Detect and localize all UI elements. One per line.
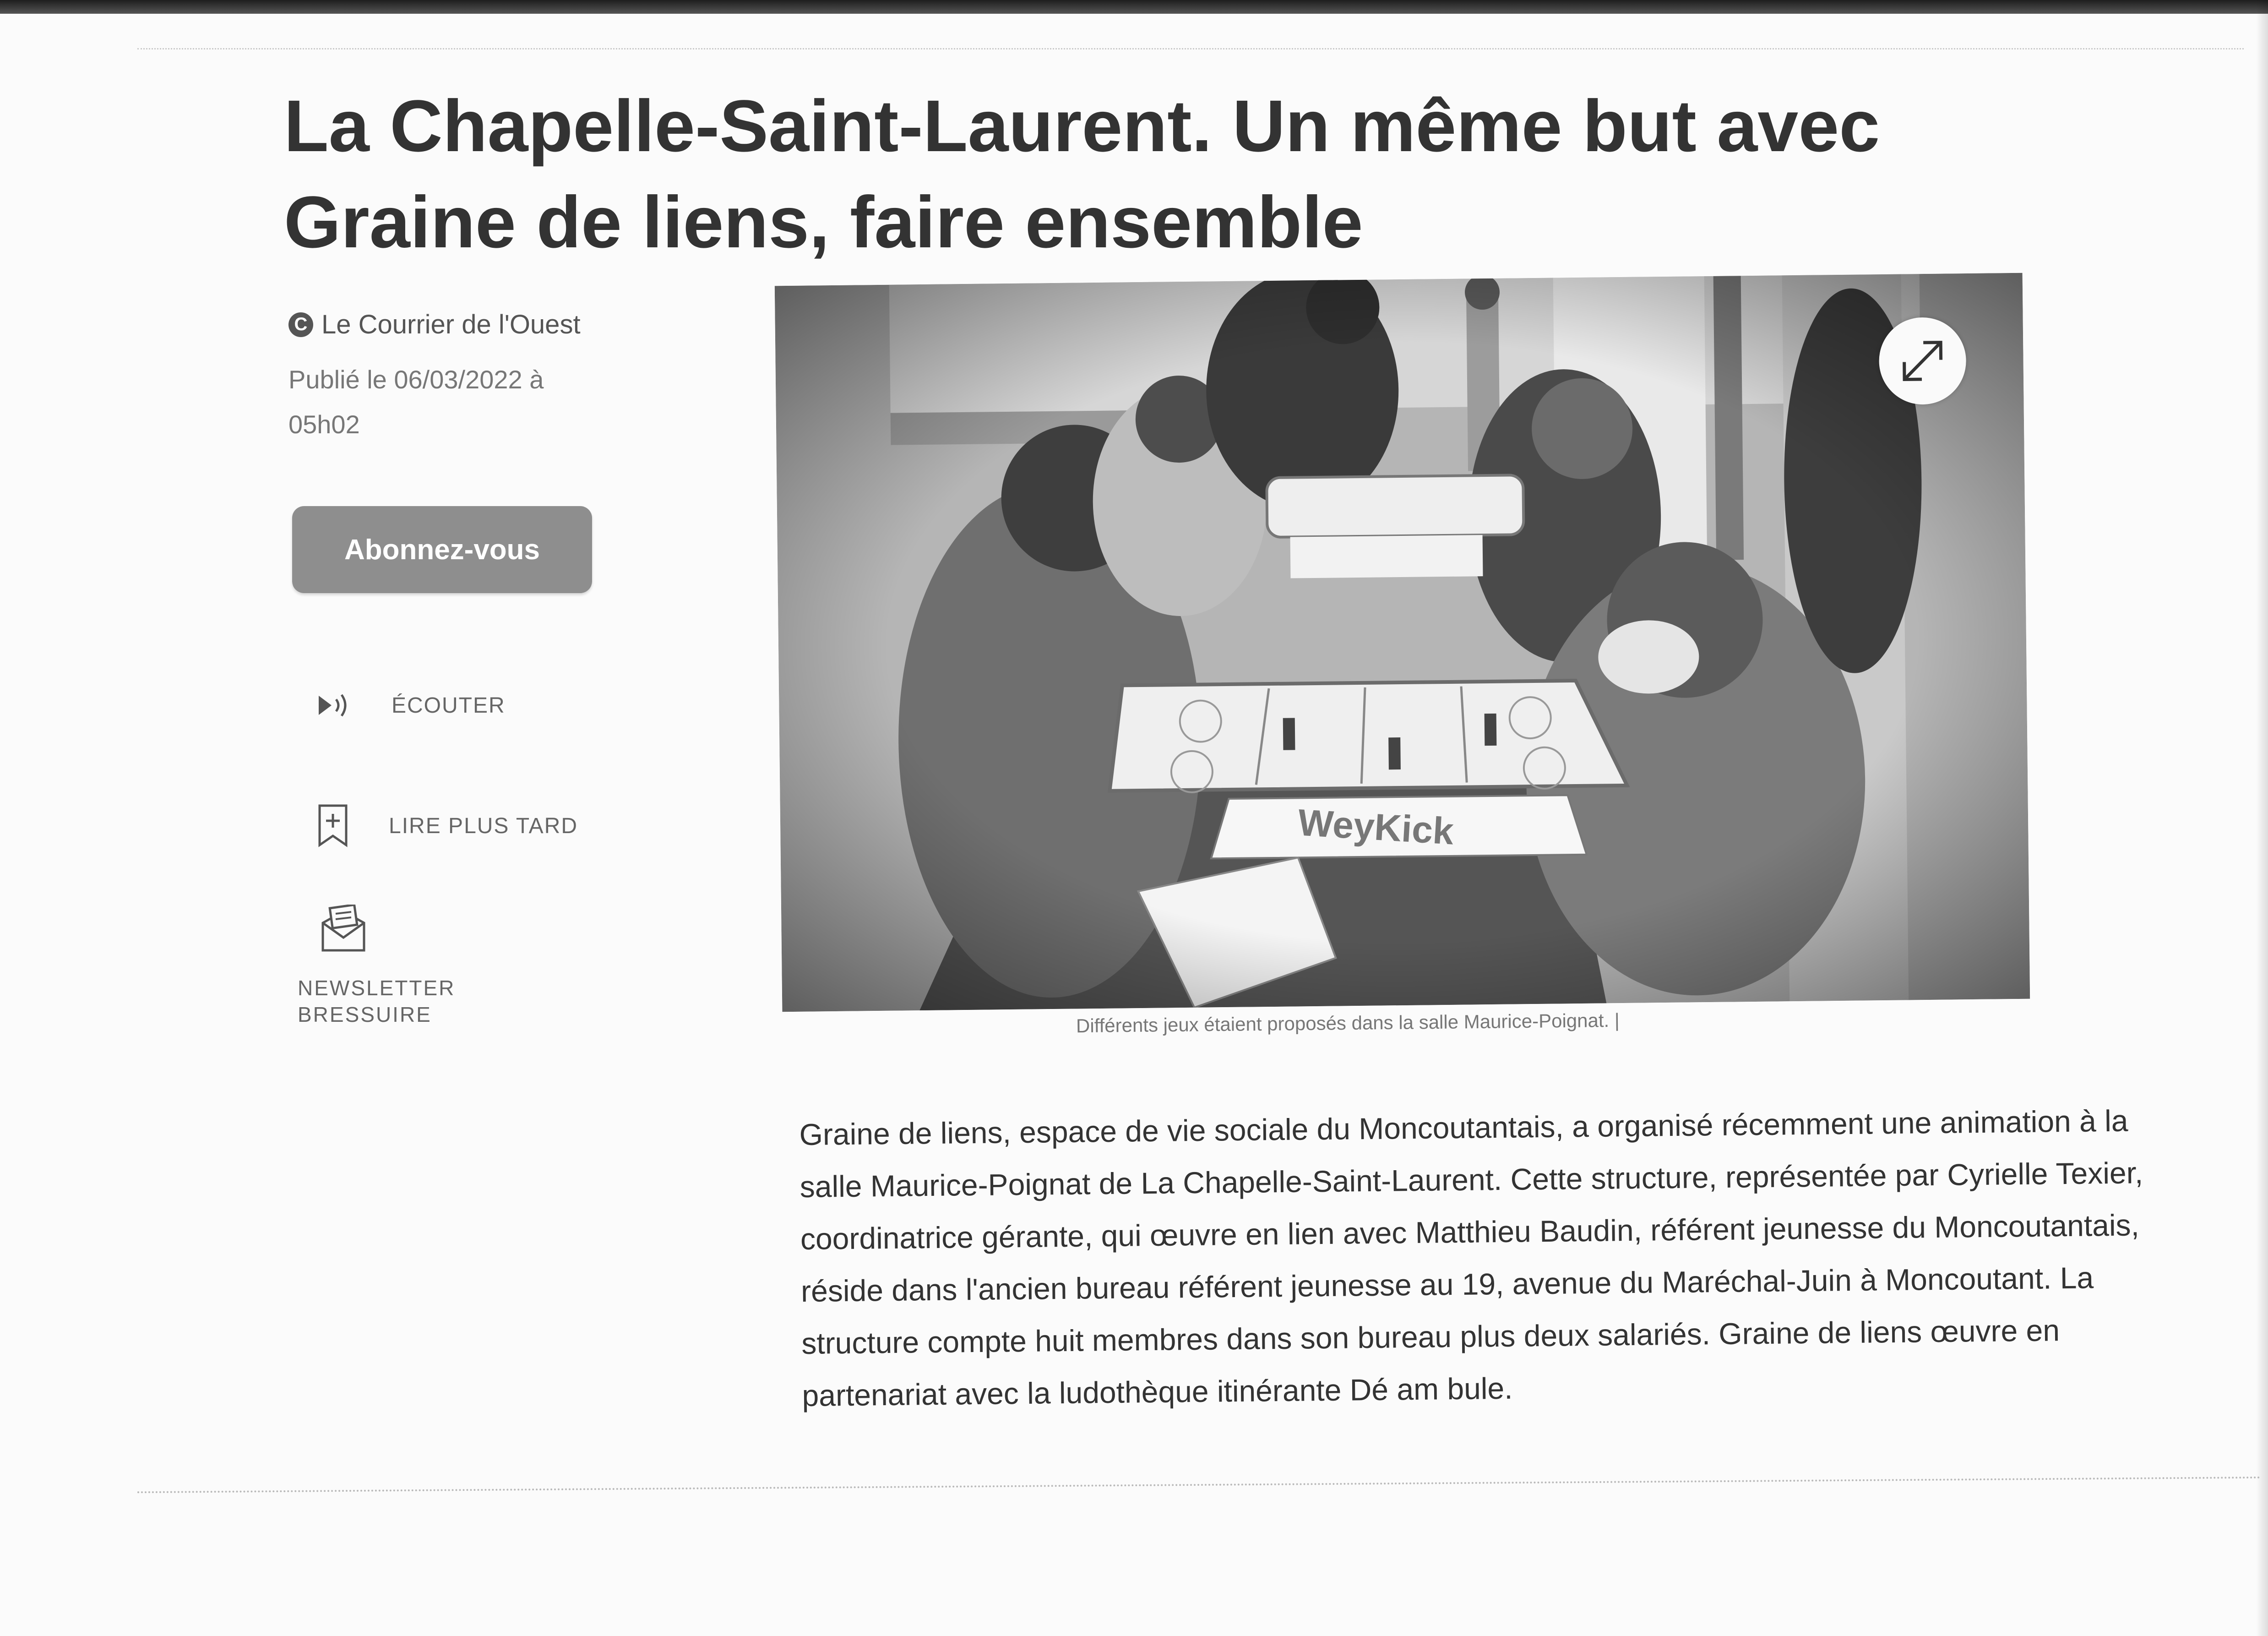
source-logo: C	[288, 312, 313, 337]
listen-button[interactable]	[316, 689, 506, 721]
expand-icon	[1895, 333, 1950, 388]
expand-photo-button[interactable]	[1879, 317, 1967, 405]
newsletter-label-line2: BRESSUIRE	[298, 1003, 432, 1026]
page-title: La Chapelle-Saint-Laurent. Un même but avec Graine de liens, faire ensemble	[284, 85, 1880, 263]
newsletter-label-line1: NEWSLETTER	[298, 976, 456, 1000]
speaker-icon	[316, 689, 353, 721]
scan-right-shadow	[2256, 0, 2268, 1636]
photo-illustration	[775, 273, 2030, 1012]
publish-date: Publié le 06/03/2022 à 05h02	[288, 365, 544, 439]
scan-top-border	[0, 0, 2268, 14]
newsletter-button[interactable]	[298, 905, 455, 1028]
subscribe-button[interactable]: Abonnez-vous	[292, 506, 592, 593]
article-photo[interactable]	[775, 273, 2030, 1012]
scan-paper-edge	[137, 1477, 2262, 1501]
newsletter-icon	[318, 905, 455, 961]
photo-caption: Différents jeux étaient proposés dans la salle Maurice-Poignat. |	[1076, 1009, 1620, 1037]
source-name: Le Courrier de l'Ouest	[321, 310, 581, 339]
read-later-label: LIRE PLUS TARD	[389, 813, 578, 838]
bookmark-plus-icon	[316, 804, 350, 848]
scan-edge-top	[137, 48, 2244, 49]
article-body: Graine de liens, espace de vie sociale du Moncoutantais, a organisé récemment une animation à la salle Maurice-Poignat de La Chapelle-Saint-Laurent. Cette structure, représentée par Cyrielle Texier, coordinatrice gérante, qui œuvre en lien avec Matthieu Baudin, référent jeunesse du Moncoutantais, réside dans l'ancien bureau référent jeunesse au 19, avenue du Maréchal-Juin à Moncoutant. La structure compte huit membres dans son bureau plus deux salariés. Graine de liens œuvre en partenariat avec la ludothèque itinérante Dé am bule.	[799, 1103, 2143, 1412]
read-later-button[interactable]	[316, 804, 578, 848]
article-source[interactable]	[288, 309, 581, 340]
listen-label: ÉCOUTER	[392, 693, 506, 718]
